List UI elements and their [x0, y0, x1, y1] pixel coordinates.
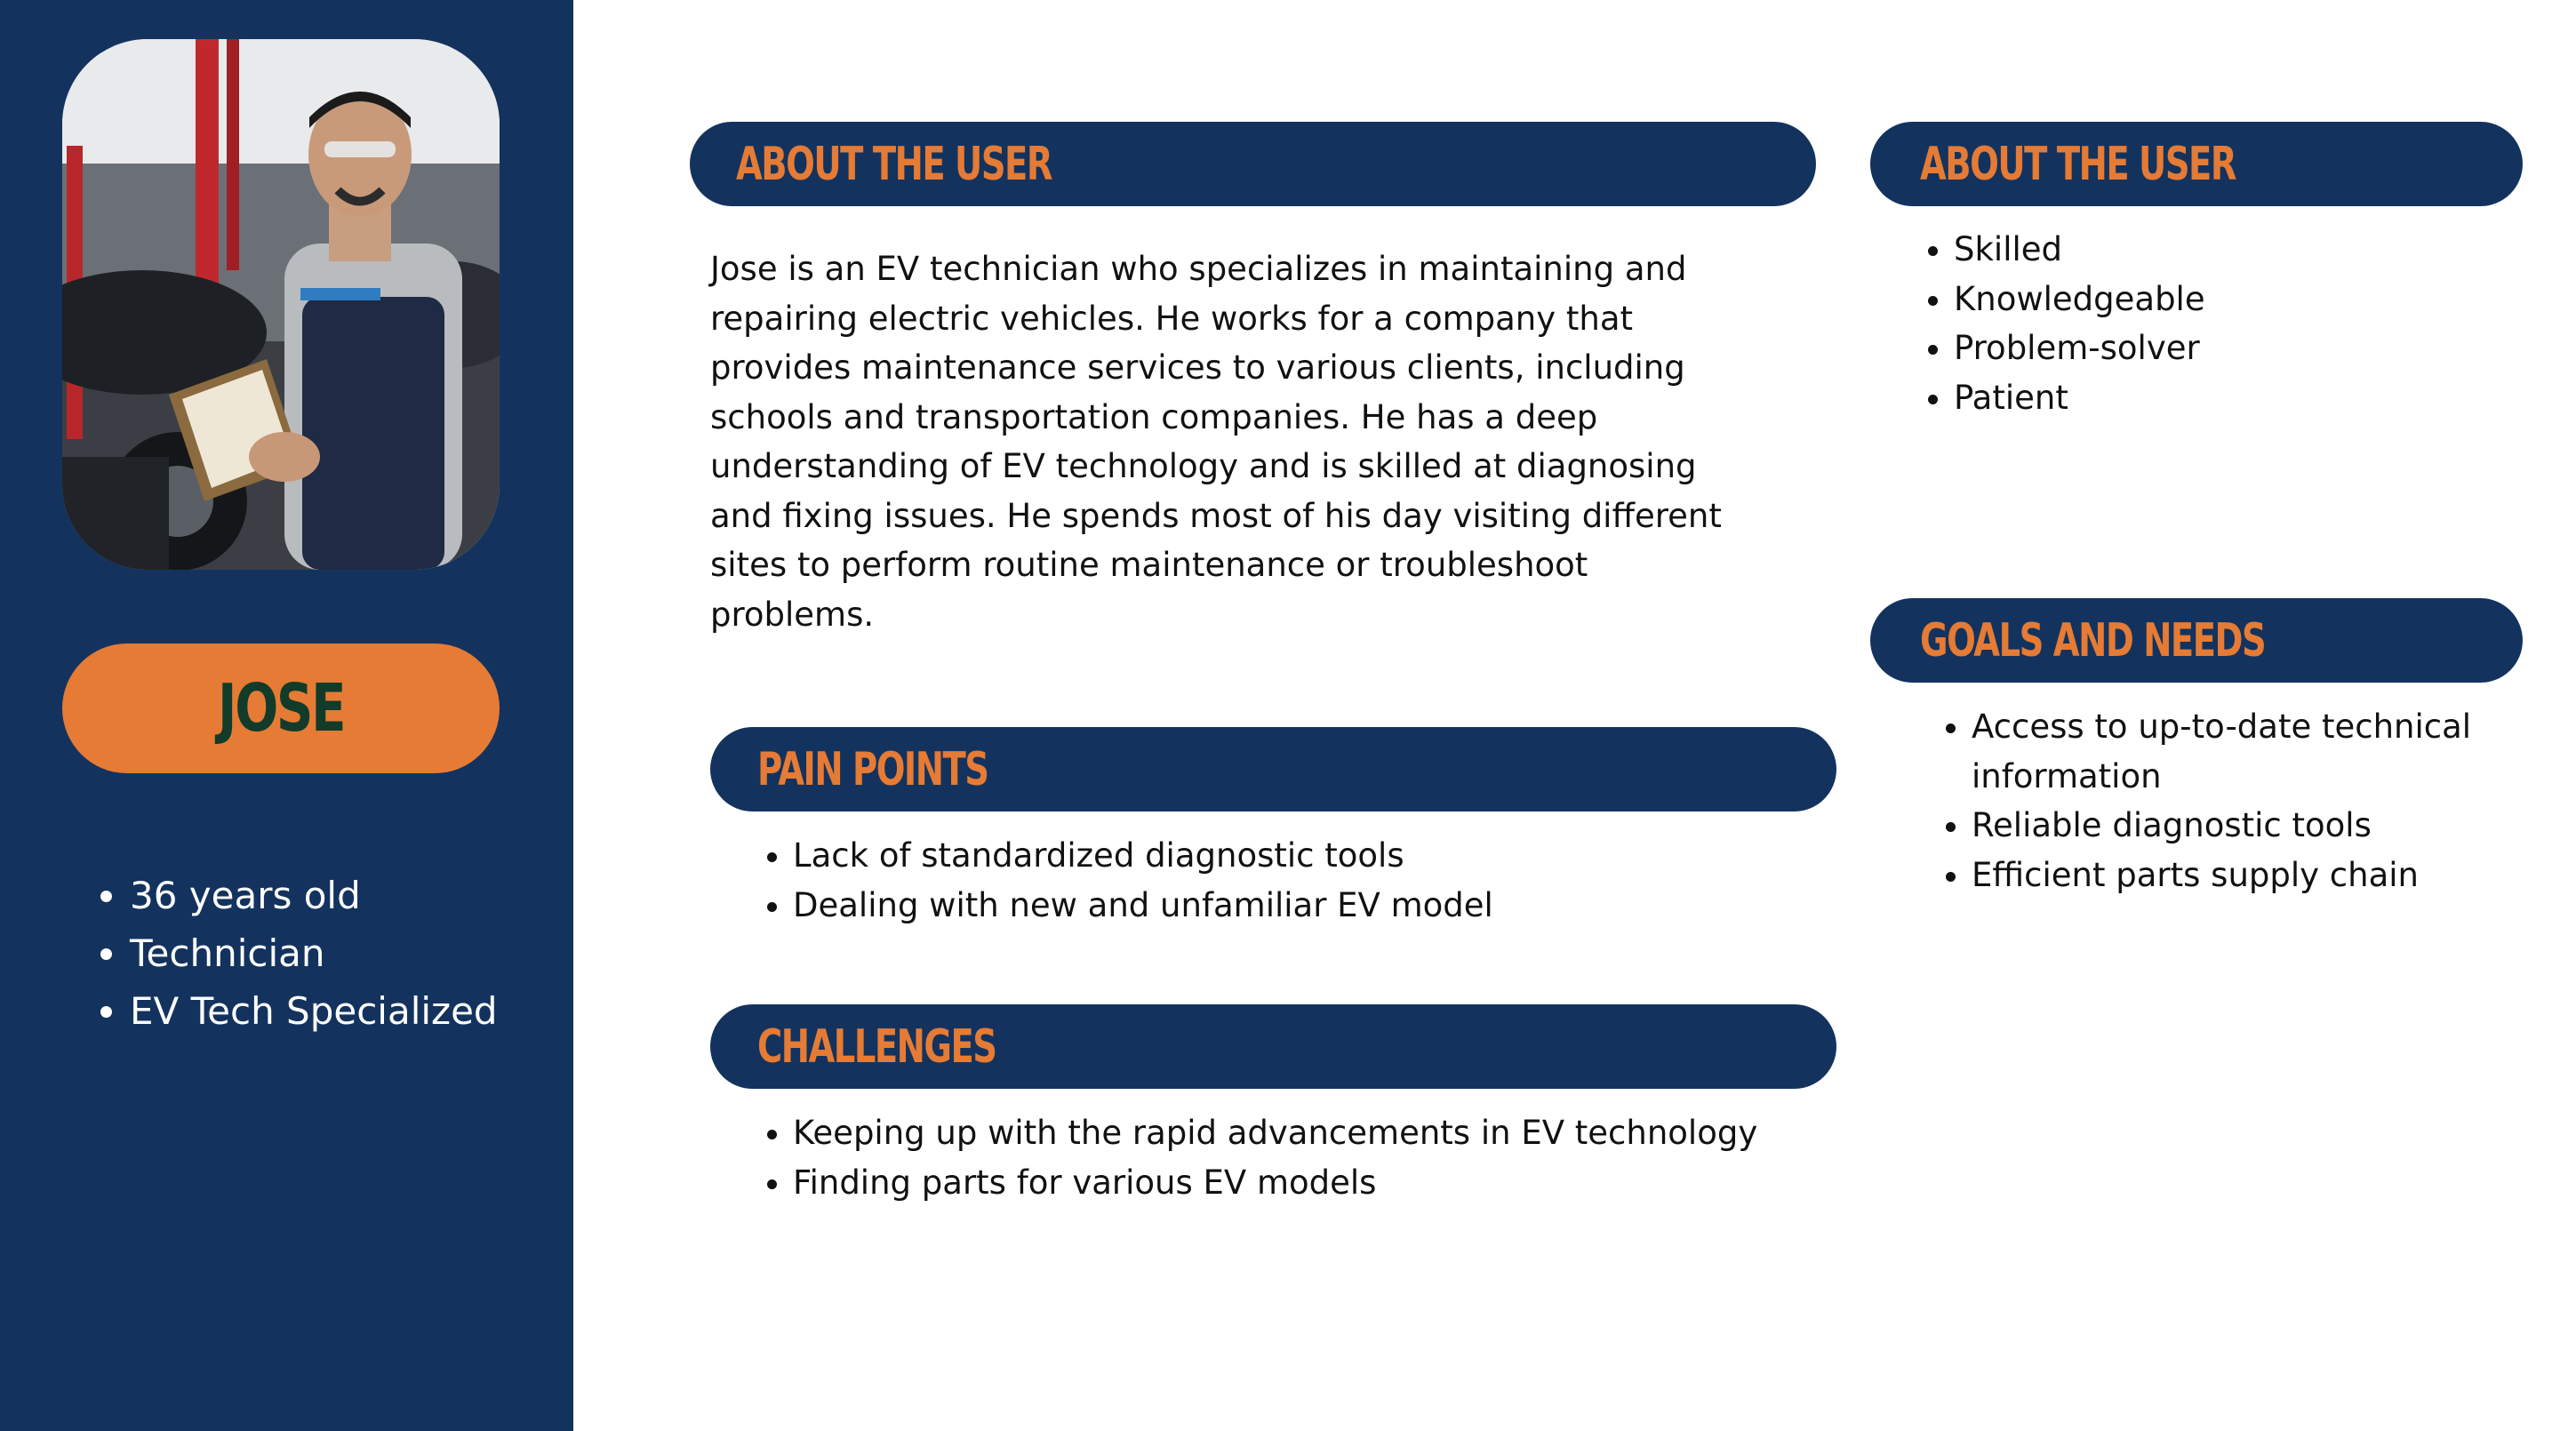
goals-list [1927, 702, 2532, 899]
pain-points-heading: PAIN POINTS [757, 742, 988, 796]
persona-facts-list [82, 867, 498, 1040]
pain-point-item: • Lack of standardized diagnostic tools [793, 831, 1860, 881]
about-user-description: Jose is an EV technician who specializes in maintaining and repairing electric vehicles. He works for a company that provides maintenance services to various clients, including schools and transportation companies. He has a deep understanding of EV technology and is skilled at diagnosing and fixing issues. He spends most of his day visiting different sites to perform routine maintenance or troubleshoot problems. [710, 250, 1722, 634]
technician-photo-illustration [62, 39, 500, 570]
pain-point-item: • Dealing with new and unfamiliar EV model [793, 881, 1860, 931]
goal-item: • Access to up-to-date technical information [1972, 702, 2532, 801]
challenge-item: • Finding parts for various EV models [793, 1158, 1860, 1208]
persona-fact-age: • 36 years old [130, 867, 498, 924]
technician-photo [62, 39, 500, 570]
challenges-heading: CHALLENGES [757, 1019, 996, 1074]
traits-heading-bar [1870, 122, 2523, 206]
goal-item: • Reliable diagnostic tools [1972, 801, 2532, 851]
pain-points-heading-bar [710, 727, 1836, 811]
goals-heading: GOALS AND NEEDS [1920, 613, 2266, 668]
trait-item: • Knowledgeable [1954, 275, 2558, 324]
about-user-heading-bar [690, 122, 1816, 206]
persona-name-badge [62, 644, 500, 773]
challenge-item: • Keeping up with the rapid advancements in EV technology [793, 1108, 1860, 1158]
challenges-list [748, 1108, 1860, 1207]
persona-name: JOSE [217, 670, 345, 747]
persona-fact-specialty: • EV Tech Specialized [130, 982, 498, 1040]
trait-item: • Skilled [1954, 225, 2558, 275]
traits-list [1909, 225, 2558, 422]
goals-heading-bar [1870, 598, 2523, 683]
sidebar [0, 0, 573, 1431]
goal-item: • Efficient parts supply chain [1972, 851, 2532, 900]
pain-points-list [748, 831, 1860, 930]
trait-item: • Problem-solver [1954, 324, 2558, 373]
challenges-heading-bar [710, 1004, 1836, 1089]
trait-item: • Patient [1954, 373, 2558, 423]
traits-heading: ABOUT THE USER [1920, 137, 2236, 191]
about-user-heading: ABOUT THE USER [736, 137, 1052, 191]
persona-fact-role: • Technician [130, 924, 498, 982]
